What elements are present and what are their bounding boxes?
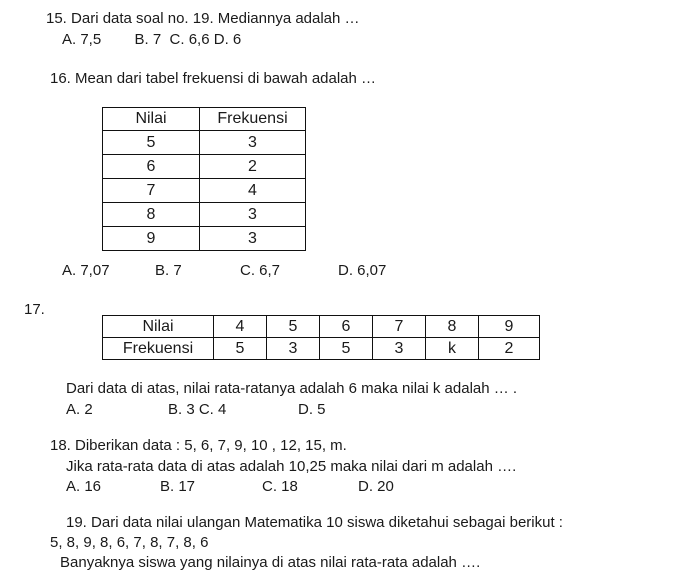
table-cell: 5 — [320, 338, 373, 360]
q17-option-bc: B. 3 C. 4 — [168, 401, 227, 418]
q16-option-d: D. 6,07 — [338, 262, 387, 279]
q16-option-b: B. 7 — [155, 262, 182, 279]
q16-header-frekuensi: Frekuensi — [200, 108, 306, 131]
q16-option-c: C. 6,7 — [240, 262, 281, 279]
q17-option-a: A. 2 — [66, 401, 93, 418]
table-cell: Frekuensi — [103, 338, 214, 360]
table-row — [103, 179, 306, 203]
q17-option-d: D. 5 — [298, 401, 326, 418]
q17-frequency-table — [102, 315, 540, 360]
table-row — [103, 203, 306, 227]
q18-option-b: B. 17 — [160, 478, 196, 495]
table-cell: 3 — [200, 203, 306, 227]
q16-question: 16. Mean dari tabel frekuensi di bawah adalah … — [50, 70, 377, 87]
table-cell: 4 — [200, 179, 306, 203]
table-cell: 5 — [214, 338, 267, 360]
table-cell: 5 — [103, 131, 200, 155]
q18-option-a: A. 16 — [66, 478, 102, 495]
q16-frequency-table — [102, 107, 306, 251]
table-cell: 3 — [200, 131, 306, 155]
table-cell: 2 — [479, 338, 540, 360]
q16-header-nilai: Nilai — [103, 108, 200, 131]
table-cell: 3 — [200, 227, 306, 251]
table-cell: 2 — [200, 155, 306, 179]
table-row — [103, 131, 306, 155]
table-cell: 3 — [267, 338, 320, 360]
q15-options: A. 7,5 B. 7 C. 6,6 D. 6 — [62, 31, 242, 48]
table-row — [103, 338, 540, 360]
q15-question: 15. Dari data soal no. 19. Mediannya adalah … — [46, 10, 360, 27]
table-cell: 4 — [214, 316, 267, 338]
q17-number: 17. — [24, 301, 45, 318]
q19-line3: Banyaknya siswa yang nilainya di atas nilai rata-rata adalah …. — [60, 554, 481, 571]
table-cell: 8 — [426, 316, 479, 338]
q16-option-a: A. 7,07 — [62, 262, 110, 279]
table-cell: 6 — [103, 155, 200, 179]
table-cell: k — [426, 338, 479, 360]
q18-line2: Jika rata-rata data di atas adalah 10,25 maka nilai dari m adalah …. — [66, 458, 517, 475]
table-row — [103, 155, 306, 179]
q19-question: 19. Dari data nilai ulangan Matematika 10 siswa diketahui sebagai berikut : — [66, 514, 563, 531]
table-cell: 8 — [103, 203, 200, 227]
table-cell: 3 — [373, 338, 426, 360]
q18-option-d: D. 20 — [358, 478, 394, 495]
table-cell: 6 — [320, 316, 373, 338]
table-cell: 7 — [103, 179, 200, 203]
table-cell: 9 — [479, 316, 540, 338]
table-cell: 9 — [103, 227, 200, 251]
q18-question: 18. Diberikan data : 5, 6, 7, 9, 10 , 12, 15, m. — [50, 437, 347, 454]
table-row — [103, 316, 540, 338]
q18-option-c: C. 18 — [262, 478, 298, 495]
table-cell: Nilai — [103, 316, 214, 338]
q19-data: 5, 8, 9, 8, 6, 7, 8, 7, 8, 6 — [50, 534, 209, 551]
table-cell: 7 — [373, 316, 426, 338]
table-cell: 5 — [267, 316, 320, 338]
q17-question: Dari data di atas, nilai rata-ratanya adalah 6 maka nilai k adalah … . — [66, 380, 518, 397]
table-row — [103, 227, 306, 251]
